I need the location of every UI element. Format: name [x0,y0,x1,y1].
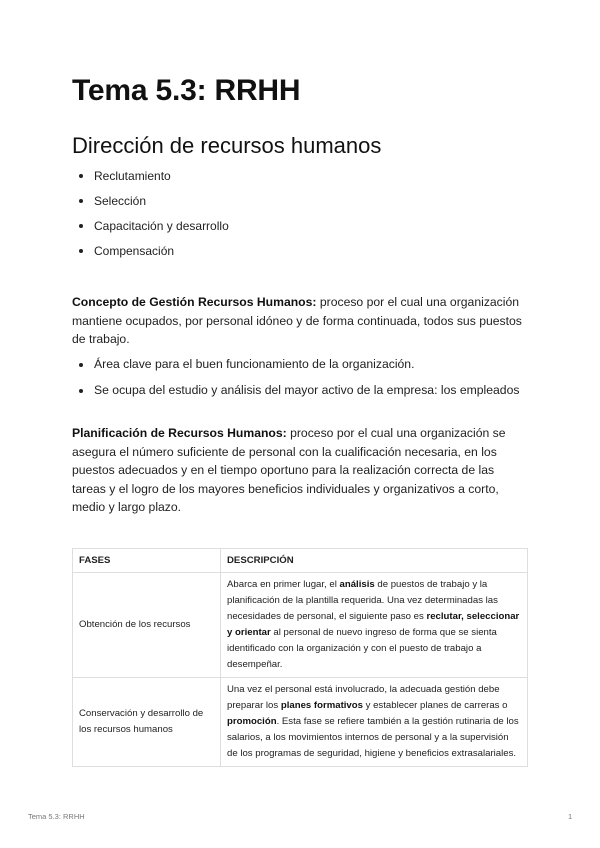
desc-bold: análisis [339,579,375,590]
desc-text: de puestos de trabajo y la planificación de la plantilla requerida. Una vez determinadas las necesidades de personal, el siguiente paso es [227,579,498,622]
phases-table [72,548,528,767]
concepto-paragraph [72,293,528,349]
phase-name: Conservación y desarrollo de los recursos humanos [73,678,221,767]
page-number: 1 [568,812,573,821]
desc-bold: reclutar, seleccionar y orientar [227,611,520,638]
planificacion-label: Planificación de Recursos Humanos: [72,426,287,440]
desc-text: Abarca en primer lugar, el [227,579,340,590]
header-fases: FASES [73,549,221,573]
phase-description [221,678,528,767]
desc-bold: promoción [227,716,277,727]
table-row [73,573,528,678]
desc-text: y establecer planes de carreras o [362,700,508,711]
list-item: Área clave para el buen funcionamiento de la organización. [72,355,528,374]
table-row [73,678,528,767]
page-title: Tema 5.3: RRHH [72,74,301,107]
list-item: Se ocupa del estudio y análisis del mayor activo de la empresa: los empleados [72,381,528,400]
footer-title: Tema 5.3: RRHH [28,812,85,821]
desc-text: Una vez el personal está involucrado, la adecuada gestión debe preparar los [227,684,500,711]
concepto-list [72,355,528,406]
section-list [72,167,229,267]
desc-bold: planes formativos [280,700,363,711]
desc-text: . Esta fase se refiere también a la gestión rutinaria de los salarios, a los movimientos internos de personal y a la supervisión de los programas de seguridad, higiene y beneficios extrasalariales. [227,716,519,759]
header-descripcion: DESCRIPCIÓN [221,549,528,573]
planificacion-paragraph [72,424,528,517]
planificacion-text: proceso por el cual una organización se asegura el número suficiente de personal con la cualificación necesaria, en los puestos adecuados y en el tiempo oportuno para la realización correcta de las tareas y el logro de los mayores beneficios individuales y organizativos a corto, medio y largo plazo. [72,426,506,514]
concepto-label: Concepto de Gestión Recursos Humanos: [72,295,317,309]
desc-text: al personal de nuevo ingreso de forma que se sienta identificado con la organización y con el puesto de trabajo a desempeñar. [227,627,497,670]
list-item: Reclutamiento [72,167,229,185]
list-item: Selección [72,192,229,210]
phase-description [221,573,528,678]
table-header-row [73,549,528,573]
list-item: Compensación [72,242,229,260]
section-heading: Dirección de recursos humanos [72,133,382,158]
list-item: Capacitación y desarrollo [72,217,229,235]
concepto-text: proceso por el cual una organización mantiene ocupados, por personal idóneo y de forma continuada, todos sus puestos de trabajo. [72,295,522,346]
phase-name: Obtención de los recursos [73,573,221,678]
